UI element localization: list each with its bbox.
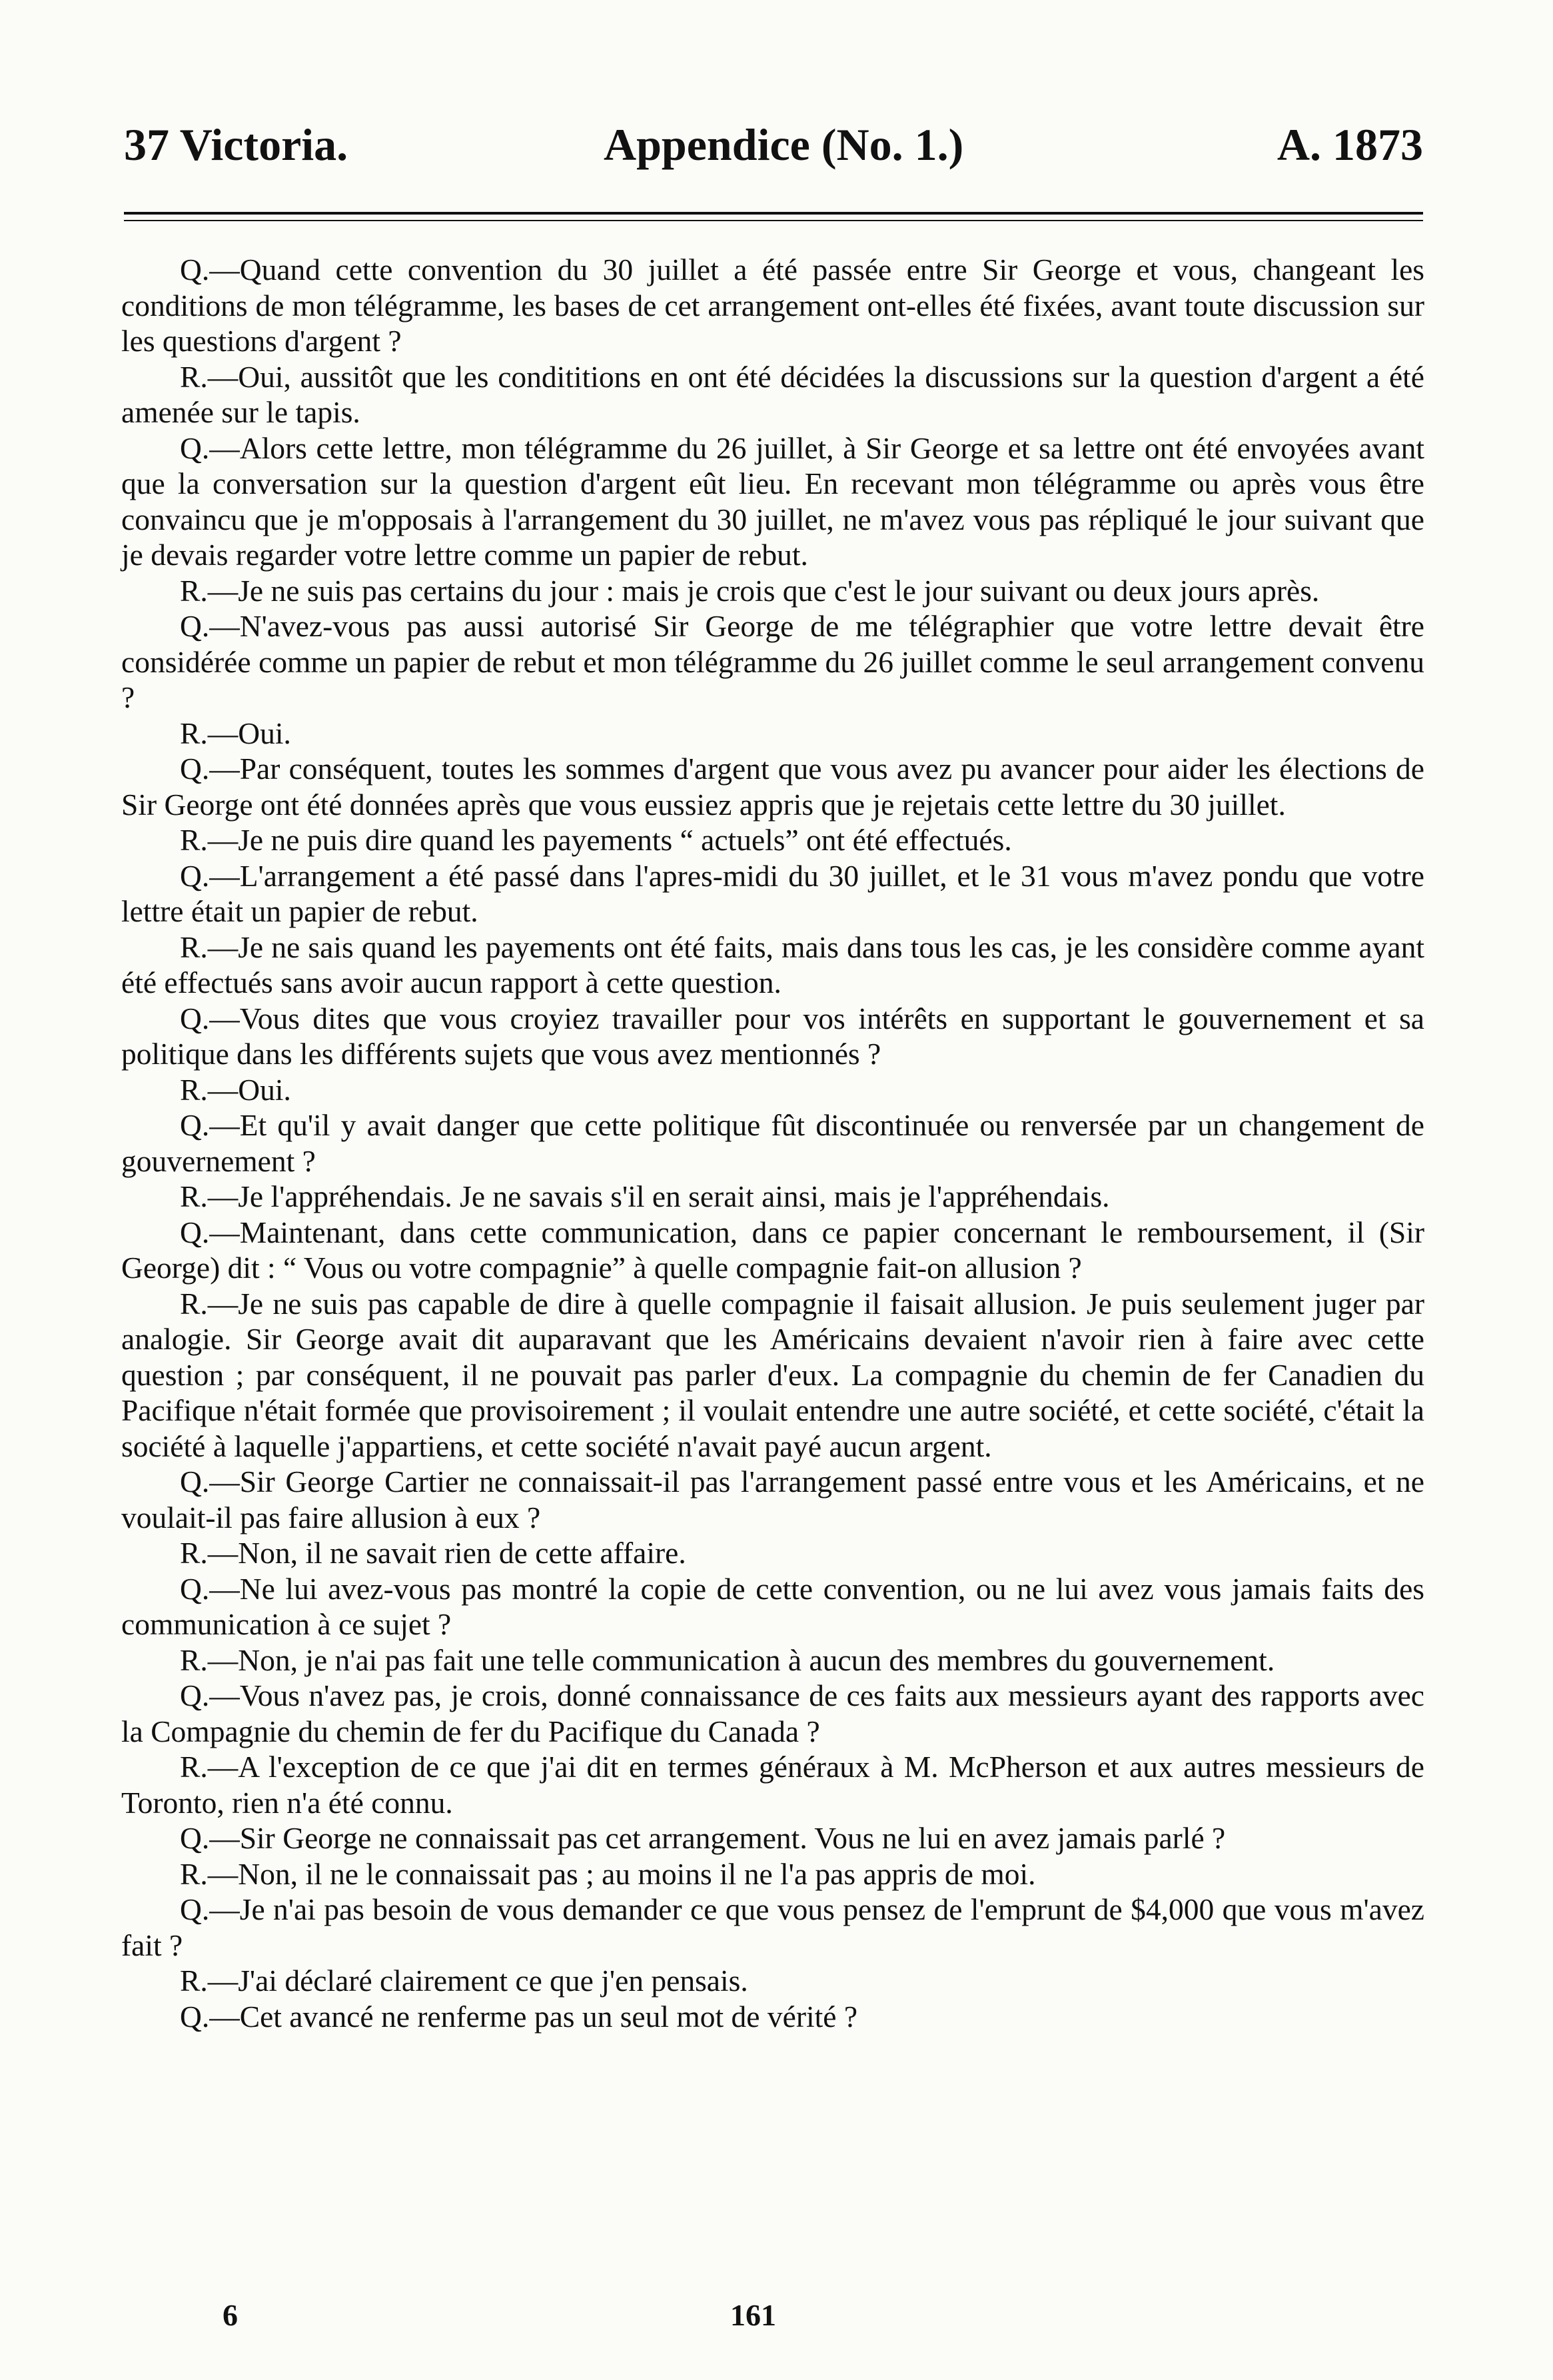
header-rule-thick [124, 212, 1423, 215]
header-appendix: Appendice (No. 1.) [604, 119, 964, 170]
paragraph: R.—Je ne suis pas capable de dire à quelle compagnie il faisait allusion. Je puis seulement juger par analogie. Sir George avait dit auparavant que les Américains devaient n'avoir rien à faire avec cette question ; par conséquent, il ne pouvait pas parler d'eux. La compagnie du chemin de fer Canadien du Pacifique n'était formée que provisoirement ; il voulait entendre une autre société, et cette société, c'était la société à laquelle j'appartiens, et cette société n'avait payé aucun argent. [121, 1286, 1424, 1463]
paragraph: Q.—N'avez-vous pas aussi autorisé Sir George de me télégraphier que votre lettre devait être considérée comme un papier de rebut et mon télégramme du 26 juillet comme le seul arrangement convenu ? [121, 609, 1424, 714]
paragraph: R.—Non, il ne le connaissait pas ; au moins il ne l'a pas appris de moi. [180, 1856, 1036, 1891]
paragraph: Q.—L'arrangement a été passé dans l'apres-midi du 30 juillet, et le 31 vous m'avez pondu que votre lettre était un papier de rebut. [121, 858, 1424, 928]
paragraph: Q.—Vous dites que vous croyiez travailler pour vos intérêts en supportant le gouvernement et sa politique dans les différents sujets que vous avez mentionnés ? [121, 1001, 1424, 1071]
signature-mark: 6 [223, 2298, 238, 2332]
paragraph: R.—J'ai déclaré clairement ce que j'en pensais. [180, 1964, 748, 1998]
page-footer [124, 2297, 1423, 2337]
body-text [121, 252, 1424, 2034]
paragraph: Q.—Et qu'il y avait danger que cette politique fût discontinuée ou renversée par un changement de gouvernement ? [121, 1108, 1424, 1178]
paragraph: R.—Je ne puis dire quand les payements “ actuels” ont été effectués. [180, 823, 1012, 857]
paragraph: Q.—Maintenant, dans cette communication, dans ce papier concernant le remboursement, il (Sir George) dit : “ Vous ou votre compagnie” à quelle compagnie fait-on allusion ? [121, 1215, 1424, 1285]
paragraph: Q.—Alors cette lettre, mon télégramme du 26 juillet, à Sir George et sa lettre ont été envoyées avant que la conversation sur la question d'argent eût lieu. En recevant mon télégramme ou après vous être convaincu que je m'opposais à l'arrangement du 30 juillet, ne m'avez vous pas répliqué le jour suivant que je devais regarder votre lettre comme un papier de rebut. [121, 430, 1424, 572]
paragraph: Q.—Vous n'avez pas, je crois, donné connaissance de ces faits aux messieurs ayant des rapports avec la Compagnie du chemin de fer du Pacifique du Canada ? [121, 1678, 1424, 1748]
paragraph: R.—A l'exception de ce que j'ai dit en termes généraux à M. McPherson et aux autres messieurs de Toronto, rien n'a été connu. [121, 1750, 1424, 1820]
header-volume: 37 Victoria. [124, 119, 348, 170]
paragraph: R.—Oui. [180, 1072, 291, 1107]
paragraph: R.—Je ne sais quand les payements ont été faits, mais dans tous les cas, je les considère comme ayant été effectués sans avoir aucun rapport à cette question. [121, 929, 1424, 999]
paragraph: Q.—Cet avancé ne renferme pas un seul mot de vérité ? [180, 1999, 858, 2034]
paragraph: R.—Non, il ne savait rien de cette affaire. [180, 1536, 686, 1570]
paragraph: Q.—Sir George ne connaissait pas cet arrangement. Vous ne lui en avez jamais parlé ? [180, 1821, 1226, 1855]
page-header [124, 119, 1423, 172]
paragraph: R.—Oui. [180, 716, 291, 750]
paragraph: R.—Oui, aussitôt que les condititions en ont été décidées la discussions sur la question d'argent a été amenée sur le tapis. [121, 359, 1424, 429]
paragraph: Q.—Ne lui avez-vous pas montré la copie de cette convention, ou ne lui avez vous jamais faits des communication à ce sujet ? [121, 1571, 1424, 1641]
paragraph: Q.—Sir George Cartier ne connaissait-il pas l'arrangement passé entre vous et les Américains, et ne voulait-il pas faire allusion à eux ? [121, 1465, 1424, 1534]
paragraph: Q.—Quand cette convention du 30 juillet a été passée entre Sir George et vous, changeant les conditions de mon télégramme, les bases de cet arrangement ont-elles été fixées, avant toute discussion sur les questions d'argent ? [121, 253, 1424, 358]
paragraph: Q.—Par conséquent, toutes les sommes d'argent que vous avez pu avancer pour aider les élections de Sir George ont été données après que vous eussiez appris que je rejetais cette lettre du 30 juillet. [121, 752, 1424, 822]
header-rule-thin [124, 220, 1423, 221]
header-year: A. 1873 [1277, 119, 1423, 170]
paragraph: R.—Non, je n'ai pas fait une telle communication à aucun des membres du gouvernement. [180, 1642, 1275, 1677]
page-number: 161 [730, 2298, 776, 2332]
paragraph: R.—Je ne suis pas certains du jour : mais je crois que c'est le jour suivant ou deux jours après. [180, 573, 1320, 608]
paragraph: R.—Je l'appréhendais. Je ne savais s'il en serait ainsi, mais je l'appréhendais. [180, 1179, 1110, 1213]
paragraph: Q.—Je n'ai pas besoin de vous demander ce que vous pensez de l'emprunt de $4,000 que vous m'avez fait ? [121, 1892, 1424, 1962]
